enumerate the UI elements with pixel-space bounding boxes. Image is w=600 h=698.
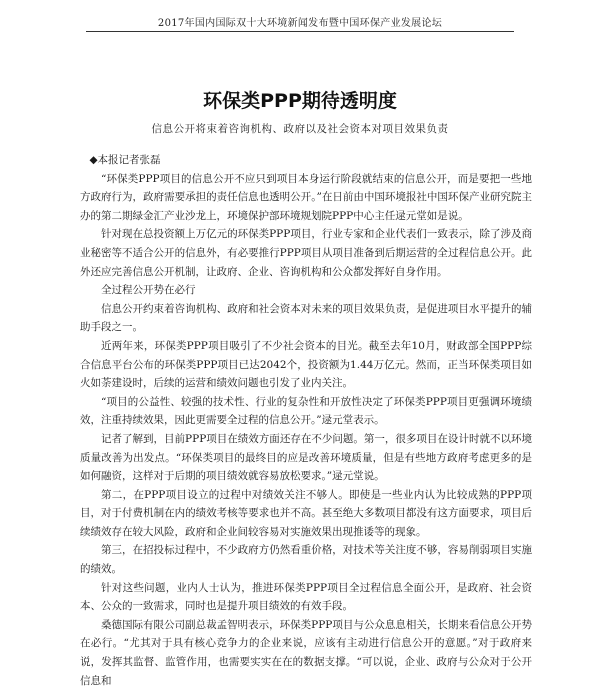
- paragraph: “项目的公益性、较强的技术性、行业的复杂性和开放性决定了环保类PPP项目更强调环境绩效，注重持续效果，因此更需要全过程的信息公开。”逯元堂表示。: [80, 395, 532, 427]
- article-title: 环保类PPP期待透明度: [203, 90, 397, 112]
- header-rule: [86, 31, 514, 32]
- paragraph: 针对现在总投资额上万亿元的环保类PPP项目，行业专家和企业代表们一致表示，除了涉及商业秘密等不适合公开的信息外，有必要推行PPP项目从项目准备到后期运营的全过程信息公开。此外还应完善信息公开机制，让政府、企业、咨询机构和公众都发挥好自身作用。: [80, 228, 532, 278]
- paragraph: 信息公开约束着咨询机构、政府和社会资本对未来的项目效果负责，是促进项目水平提升的辅助手段之一。: [80, 302, 532, 334]
- article-body: [80, 151, 532, 690]
- paragraph: 近两年来，环保类PPP项目吸引了不少社会资本的目光。截至去年10月，财政部全国PPP综合信息平台公布的环保类PPP项目已达2042个，投资额为1.44万亿元。然而，正当环保类项目如火如荼建设时，后续的运营和绩效问题也引发了业内关注。: [80, 339, 532, 390]
- paragraph: 第二，在PPP项目设立的过程中对绩效关注不够人。即使是一些业内认为比较成熟的PPP项目，对于付费机制在内的绩效考核等要求也并不高。甚至绝大多数项目都没有这方面要求，项目后续绩效存在较大风险，政府和企业间较容易对实施效果出现推诿等的现象。: [80, 488, 532, 538]
- article-subtitle: 信息公开将束着咨询机构、政府以及社会资本对项目效果负责: [151, 123, 449, 135]
- paragraph: “环保类PPP项目的信息公开不应只到项目本身运行阶段就结束的信息公开，而是要把一些地方政府行为，政府需要承担的责任信息也透明公开。”在日前由中国环境报社中国环保产业研究院主办的第二期绿金汇产业沙龙上，环境保护部环境规划院PPP中心主任逯元堂如是说。: [80, 172, 532, 222]
- section-heading: 全过程公开势在必行: [101, 284, 196, 297]
- running-header: 2017年国内国际双十大环境新闻发布暨中国环保产业发展论坛: [157, 18, 443, 29]
- paragraph: 第三，在招投标过程中，不少政府方仍然看重价格，对技术等关注度不够，容易削弱项目实施的绩效。: [80, 544, 532, 576]
- byline: ◆本报记者张磊: [89, 154, 161, 166]
- paragraph: 桑德国际有限公司副总裁孟智明表示，环保类PPP项目与公众息息相关，长期来看信息公开势在必行。“尤其对于具有核心竞争力的企业来说，应该有主动进行信息公开的意愿。”对于政府来说，发挥其监督、监管作用，也需要实实在在的数据支撑。“可以说，企业、政府与公众对于公开信息和: [80, 618, 532, 687]
- paragraph: 记者了解到，目前PPP项目在绩效方面还存在不少问题。第一，很多项目在设计时就不以环境质量改善为出发点。“环保类项目的最终目的应是改善环境质量，但是有些地方政府考虑更多的是如何融资，这样对于后期的项目绩效就容易放松要求。”逯元堂说。: [80, 432, 532, 483]
- paragraph: 针对这些问题，业内人士认为，推进环保类PPP项目全过程信息全面公开，是政府、社会资本、公众的一致需求，同时也是提升项目绩效的有效手段。: [80, 581, 532, 613]
